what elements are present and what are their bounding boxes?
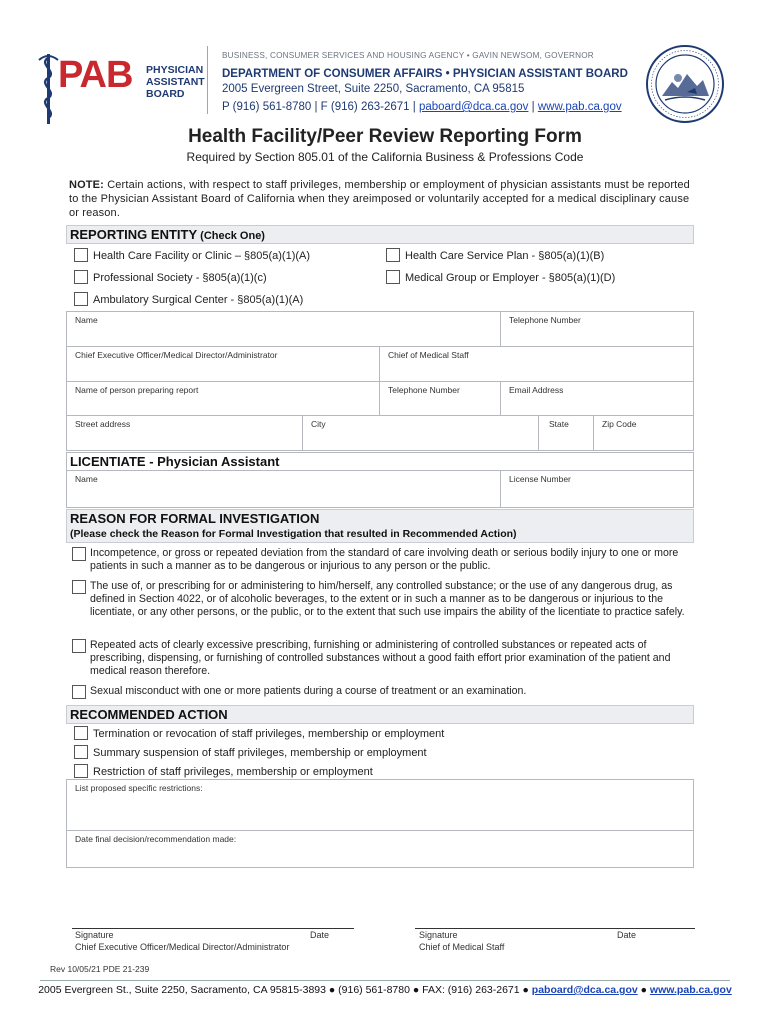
entity-option-label: Health Care Facility or Clinic – §805(a)(1)(A) (93, 250, 311, 262)
checkbox[interactable] (72, 639, 86, 653)
revision-label: Rev 10/05/21 PDE 21-239 (50, 964, 150, 974)
reason-item-controlled-substance-use[interactable] (72, 580, 694, 619)
field-label: Chief Executive Officer/Medical Director/Administrator (75, 350, 278, 360)
state-field[interactable] (538, 415, 594, 451)
decision-date-field[interactable] (66, 830, 694, 868)
reporting-entity-heading: REPORTING ENTITY (70, 227, 198, 242)
checkbox[interactable] (74, 745, 88, 759)
footer-separator: ● (637, 984, 650, 996)
field-label: Name (75, 315, 98, 325)
preparer-name-field[interactable] (66, 381, 380, 416)
recommended-action-header (66, 705, 694, 724)
department-name: DEPARTMENT OF CONSUMER AFFAIRS • PHYSICIAN ASSISTANT BOARD (222, 68, 628, 80)
logo-subtitle (146, 64, 205, 100)
entity-name-field[interactable] (66, 311, 501, 347)
reason-text: Repeated acts of clearly excessive prescribing, furnishing or administering of controlled substances or repeated acts of prescribing, dispensing, or furnishing of controlled substances without a good faith effort prior examination of the patient and medical reason therefore. (90, 639, 671, 677)
reason-text: The use of, or prescribing for or administering to him/herself, any controlled substance; or the use of any dangerous drug, as defined in Section 4022, or of alcoholic beverages, to the extent or in such a manner as to be dangerous or injurious to the licentiate, or any other persons, or the public, or to the extent that such use impairs the ability of the licentiate to practice safely. (90, 580, 685, 618)
reason-text: Incompetence, or gross or repeated deviation from the standard of care involving death or serious bodily injury to one or more patients in such a manner as to be dangerous or injurious to any person or the public. (90, 547, 679, 572)
licentiate-header (66, 452, 694, 471)
checkbox[interactable] (386, 248, 400, 262)
reason-item-excessive-prescribing[interactable] (72, 639, 694, 678)
field-label: Telephone Number (509, 315, 581, 325)
logo-sub-line-2: ASSISTANT (146, 76, 205, 88)
signature-role: Chief Executive Officer/Medical Director/Administrator (75, 942, 290, 952)
reason-header (66, 509, 694, 543)
preparer-telephone-field[interactable] (379, 381, 501, 416)
reporting-entity-title (70, 227, 265, 242)
email-address-field[interactable] (500, 381, 694, 416)
signature-caption: Signature (75, 930, 114, 940)
licentiate-heading: LICENTIATE - Physician Assistant (70, 454, 280, 469)
field-label: Email Address (509, 385, 564, 395)
field-label: Telephone Number (388, 385, 460, 395)
license-number-field[interactable] (500, 470, 694, 508)
entity-option-label: Health Care Service Plan - §805(a)(1)(B) (405, 250, 605, 262)
chief-medical-staff-field[interactable] (379, 346, 694, 382)
contact-line (222, 101, 622, 113)
footer-email-link[interactable]: paboard@dca.ca.gov (531, 984, 638, 996)
logo-sub-line-1: PHYSICIAN (146, 64, 204, 76)
note-label: NOTE: (69, 179, 104, 191)
field-label: Zip Code (602, 419, 637, 429)
logo-sub-line-3: BOARD (146, 88, 185, 100)
action-label: Restriction of staff privileges, membership or employment (93, 766, 373, 778)
field-label: City (311, 419, 326, 429)
reason-text: Sexual misconduct with one or more patients during a course of treatment or an examination. (90, 685, 527, 697)
checkbox[interactable] (74, 764, 88, 778)
ceo-field[interactable] (66, 346, 380, 382)
signature-label-ceo (75, 929, 289, 953)
form-subtitle: Required by Section 805.01 of the California Business & Professions Code (186, 150, 584, 164)
reason-item-sexual-misconduct[interactable] (72, 685, 694, 698)
entity-option-label: Professional Society - §805(a)(1)(c) (93, 272, 267, 284)
checkbox[interactable] (74, 248, 88, 262)
entity-option-label: Medical Group or Employer - §805(a)(1)(D) (405, 272, 616, 284)
board-address: 2005 Evergreen Street, Suite 2250, Sacramento, CA 95815 (222, 83, 525, 95)
street-address-field[interactable] (66, 415, 303, 451)
signature-date-chief-staff: Date (617, 930, 637, 940)
reason-heading: REASON FOR FORMAL INVESTIGATION (70, 511, 320, 526)
reporting-entity-subheading: (Check One) (197, 230, 265, 242)
action-label: Summary suspension of staff privileges, membership or employment (93, 747, 427, 759)
field-label: Chief of Medical Staff (388, 350, 469, 360)
field-label: State (549, 419, 569, 429)
checkbox[interactable] (386, 270, 400, 284)
footer-divider (40, 980, 730, 981)
field-label: Street address (75, 419, 131, 429)
signature-date-ceo: Date (310, 930, 330, 940)
signature-role: Chief of Medical Staff (419, 942, 505, 952)
reporting-entity-header (66, 225, 694, 244)
action-label: Termination or revocation of staff privileges, membership or employment (93, 728, 445, 740)
entity-telephone-field[interactable] (500, 311, 694, 347)
field-label: Date final decision/recommendation made: (75, 834, 237, 844)
licentiate-name-field[interactable] (66, 470, 501, 508)
footer-contact (0, 984, 770, 996)
field-label: Name of person preparing report (75, 385, 199, 395)
website-link[interactable]: www.pab.ca.gov (537, 101, 622, 113)
california-state-seal-icon (645, 44, 725, 124)
reason-subheading: (Please check the Reason for Formal Investigation that resulted in Recommended Action) (70, 528, 517, 540)
recommended-action-heading: RECOMMENDED ACTION (70, 707, 228, 722)
entity-option-label: Ambulatory Surgical Center - §805(a)(1)(A) (93, 294, 304, 306)
header-divider (207, 46, 208, 114)
signature-label-chief-staff (419, 929, 504, 953)
pab-logo (36, 50, 206, 126)
field-label: List proposed specific restrictions: (75, 783, 203, 793)
checkbox[interactable] (74, 726, 88, 740)
checkbox[interactable] (74, 270, 88, 284)
signature-caption: Signature (419, 930, 458, 940)
city-field[interactable] (302, 415, 539, 451)
footer-website-link[interactable]: www.pab.ca.gov (649, 984, 732, 996)
contact-separator: | (531, 101, 535, 113)
zip-code-field[interactable] (593, 415, 694, 451)
checkbox[interactable] (72, 580, 86, 594)
email-link[interactable]: paboard@dca.ca.gov (418, 101, 529, 113)
restrictions-field[interactable] (66, 779, 694, 831)
form-title: Health Facility/Peer Review Reporting Form (188, 126, 582, 147)
checkbox[interactable] (74, 292, 88, 306)
note-text: Certain actions, with respect to staff privileges, membership or employment of physician assistants must be reported to the Physician Assistant Board of California when they areimposed or voluntarily accepted for a medical disciplinary cause or reason. (69, 179, 690, 219)
agency-line: BUSINESS, CONSUMER SERVICES AND HOUSING AGENCY • GAVIN NEWSOM, GOVERNOR (222, 51, 594, 60)
reason-item-incompetence[interactable] (72, 547, 694, 573)
checkbox[interactable] (72, 547, 86, 561)
note-paragraph (69, 178, 694, 220)
footer-address: 2005 Evergreen St., Suite 2250, Sacramento, CA 95815-3893 ● (916) 561-8780 ● FAX: (916) 263-2671 ● (38, 984, 532, 996)
phone-fax: P (916) 561-8780 | F (916) 263-2671 | (222, 101, 416, 113)
field-label: License Number (509, 474, 571, 484)
logo-wordmark: PAB (58, 54, 133, 96)
checkbox[interactable] (72, 685, 86, 699)
field-label: Name (75, 474, 98, 484)
